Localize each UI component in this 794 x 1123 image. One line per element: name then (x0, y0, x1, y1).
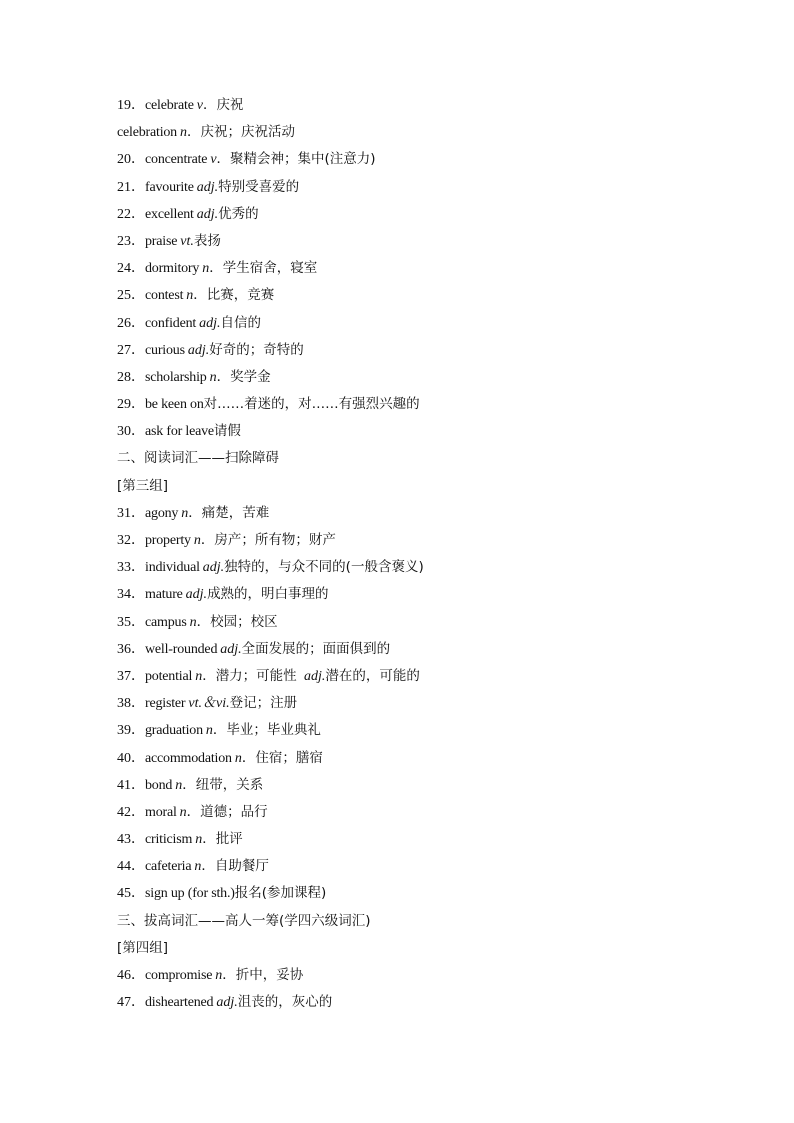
entry-definition: 聚精会神；集中(注意力) (230, 151, 376, 168)
entry-part-of-speech: n (195, 832, 203, 848)
entry-word: excellent (145, 206, 194, 222)
entry-definition: 成熟的，明白事理的 (207, 586, 329, 603)
entry-part-of-speech: n (175, 777, 183, 793)
entry-number: 36． (117, 641, 145, 657)
entry-number: 32． (117, 533, 145, 548)
entry-word: be keen on (145, 397, 204, 413)
entry-part-of-speech: adj. (216, 995, 238, 1011)
entry-word: campus (145, 614, 187, 630)
entry-definition: 住宿；膳宿 (255, 749, 323, 766)
entry-number: 40． (117, 750, 145, 766)
entry-definition: 自信的 (220, 314, 261, 331)
vocab-entry (117, 772, 757, 799)
entry-definition: 自助餐厅 (214, 858, 269, 875)
entry-number: 45． (117, 886, 145, 902)
entry-separator: ． (212, 722, 227, 739)
entry-definition: 痛楚，苦难 (201, 504, 270, 521)
entry-number: 23． (117, 233, 145, 249)
entry-number: 28． (117, 369, 145, 385)
section-heading (117, 473, 757, 500)
entry-separator: ． (196, 613, 211, 630)
entry-word: praise (145, 233, 178, 249)
entry-number: 42． (117, 804, 145, 820)
entry-word: curious (145, 342, 185, 358)
entry-part-of-speech: n (215, 968, 223, 983)
entry-part-of-speech-2: adj. (303, 668, 326, 684)
vocab-entry (117, 337, 757, 364)
entry-word: disheartened (145, 995, 214, 1011)
entry-word: graduation (145, 723, 203, 739)
entry-word: accommodation (145, 750, 232, 766)
vocab-entry (117, 146, 757, 173)
entry-part-of-speech: n (209, 369, 217, 385)
entry-number: 38． (117, 696, 145, 712)
entry-definition: 独特的，与众不同的(一般含褒义) (224, 559, 424, 576)
vocab-entry (117, 228, 757, 255)
vocab-entry (117, 255, 757, 282)
entry-part-of-speech: n (195, 668, 203, 684)
section-heading (117, 445, 757, 472)
entry-word: bond (145, 777, 173, 793)
entry-definition: 特别受喜爱的 (218, 178, 300, 195)
entry-word: celebration (117, 125, 177, 141)
vocab-entry (117, 527, 757, 554)
entry-part-of-speech: v (196, 98, 203, 113)
entry-part-of-speech: n (194, 859, 202, 875)
entry-definition: 批评 (215, 831, 243, 848)
entry-part-of-speech: adj. (199, 315, 221, 331)
entry-part-of-speech: vt. (180, 233, 194, 249)
entry-separator: ． (202, 831, 216, 848)
entry-definition: 房产；所有物；财产 (214, 532, 336, 548)
entry-number: 39． (117, 723, 145, 739)
entry-part-of-speech: n (181, 505, 189, 521)
entry-definition: 报名(参加课程) (234, 885, 327, 902)
entry-number: 41． (117, 777, 145, 793)
entry-definition: [第四组] (117, 939, 169, 956)
entry-word: ask for leave (145, 424, 214, 440)
entry-separator: ． (202, 97, 217, 113)
entry-part-of-speech: adj. (187, 342, 210, 358)
entry-word: agony (145, 505, 179, 521)
entry-part-of-speech: adj. (220, 641, 242, 657)
entry-part-of-speech: n (179, 804, 187, 820)
vocab-entry (117, 418, 757, 445)
entry-separator: ． (209, 260, 223, 277)
entry-part-of-speech: adj. (202, 560, 225, 576)
section-heading (117, 908, 757, 935)
entry-definition: 毕业；毕业典礼 (226, 722, 321, 739)
entry-separator: ． (193, 287, 207, 304)
vocab-entry (117, 636, 757, 663)
entry-word: concentrate (145, 152, 208, 168)
entry-separator: ． (222, 967, 236, 983)
entry-word: favourite (145, 179, 194, 195)
vocab-entry (117, 282, 757, 309)
entry-part-of-speech: adj. (196, 206, 219, 222)
entry-definition: 对……着迷的，对……有强烈兴趣的 (203, 396, 420, 413)
entry-word: potential (145, 668, 193, 684)
entry-part-of-speech: n (189, 614, 197, 630)
entry-definition: [第三组] (117, 477, 169, 494)
entry-separator: ． (241, 749, 256, 766)
entry-definition: 庆祝；庆祝活动 (200, 124, 295, 141)
entry-number: 24． (117, 261, 145, 277)
entry-definition: 沮丧的，灰心的 (237, 994, 333, 1011)
entry-number: 21． (117, 179, 145, 195)
entry-number: 30． (117, 424, 145, 440)
vocab-entry (117, 717, 757, 744)
entry-definition: 三、拔高词汇——高人一筹(学四六级词汇) (117, 912, 371, 929)
entry-part-of-speech: n (234, 750, 242, 766)
entry-word: well-rounded (145, 641, 218, 657)
entry-definition: 优秀的 (218, 205, 259, 222)
entry-definition: 全面发展的；面面俱到的 (241, 640, 391, 657)
vocab-entry (117, 581, 757, 608)
entry-definition: 折中，妥协 (235, 967, 304, 983)
entry-number: 29． (117, 397, 145, 413)
entry-separator: ． (202, 667, 216, 684)
entry-number: 43． (117, 832, 145, 848)
entry-number: 37． (117, 668, 145, 684)
entry-separator: ． (201, 858, 215, 875)
entry-word: compromise (145, 968, 213, 983)
entry-definition-2: 潜在的，可能的 (325, 667, 420, 684)
entry-definition: 好奇的；奇特的 (209, 341, 304, 358)
entry-definition: 校园；校区 (210, 613, 278, 630)
vocab-entry (117, 690, 757, 717)
vocabulary-list (117, 92, 757, 1016)
entry-part-of-speech: adj. (185, 587, 208, 603)
entry-separator: ． (188, 504, 202, 521)
entry-word: register (145, 696, 186, 712)
entry-number: 27． (117, 342, 145, 358)
entry-word: sign up (for sth.) (145, 886, 235, 902)
entry-separator: ． (216, 151, 231, 168)
entry-word: scholarship (145, 369, 207, 385)
entry-part-of-speech: n (186, 288, 194, 304)
entry-separator: ． (216, 368, 231, 385)
vocab-entry (117, 799, 757, 826)
entry-number: 47． (117, 995, 145, 1011)
entry-word: dormitory (145, 261, 200, 277)
entry-number: 35． (117, 614, 145, 630)
vocab-entry (117, 364, 757, 391)
vocab-entry (117, 663, 757, 690)
vocab-entry (117, 391, 757, 418)
entry-part-of-speech: n (180, 125, 187, 141)
entry-definition: 比赛，竞赛 (206, 287, 275, 304)
entry-word: individual (145, 560, 200, 576)
entry-part-of-speech: n (205, 723, 213, 739)
vocab-entry (117, 880, 757, 907)
entry-word: moral (145, 804, 177, 820)
vocab-entry (117, 92, 757, 119)
vocab-entry (117, 609, 757, 636)
vocab-entry (117, 310, 757, 337)
vocab-entry (117, 554, 757, 581)
entry-word: confident (145, 315, 197, 331)
entry-definition: 潜力；可能性 (215, 667, 301, 684)
entry-word: cafeteria (145, 859, 192, 875)
entry-part-of-speech: v (210, 152, 217, 168)
entry-number: 46． (117, 968, 145, 983)
vocab-entry (117, 174, 757, 201)
entry-definition: 二、阅读词汇——扫除障碍 (117, 450, 279, 467)
entry-separator: ． (186, 803, 201, 820)
entry-part-of-speech: adj. (196, 179, 219, 195)
vocab-entry (117, 989, 757, 1016)
entry-definition: 庆祝 (216, 97, 244, 113)
entry-number: 44． (117, 859, 145, 875)
entry-separator: ． (182, 776, 196, 793)
entry-definition: 学生宿舍，寝室 (222, 260, 318, 277)
section-heading (117, 935, 757, 962)
entry-definition: 请假 (213, 423, 241, 440)
entry-number: 19． (117, 98, 145, 113)
vocab-entry (117, 201, 757, 228)
vocab-entry (117, 500, 757, 527)
entry-definition: 道德；品行 (200, 803, 268, 820)
entry-word: criticism (145, 832, 193, 848)
entry-word: mature (145, 587, 183, 603)
entry-number: 25． (117, 288, 145, 304)
vocab-entry (117, 745, 757, 772)
entry-number: 20． (117, 152, 145, 168)
entry-separator: ． (187, 124, 201, 141)
entry-definition: 登记；注册 (229, 695, 298, 712)
entry-definition: 奖学金 (230, 368, 271, 385)
vocab-entry (117, 826, 757, 853)
entry-word: contest (145, 288, 184, 304)
entry-part-of-speech: vt.＆vi. (188, 696, 230, 712)
entry-part-of-speech: n (202, 261, 210, 277)
entry-number: 22． (117, 206, 145, 222)
entry-word: celebrate (145, 98, 194, 113)
entry-part-of-speech: n (193, 533, 201, 548)
entry-number: 34． (117, 587, 145, 603)
vocab-entry (117, 962, 757, 989)
entry-definition: 纽带，关系 (195, 776, 264, 793)
entry-separator: ． (200, 532, 215, 548)
entry-word: property (145, 533, 191, 548)
entry-number: 31． (117, 505, 145, 521)
vocab-entry (117, 853, 757, 880)
entry-number: 33． (117, 560, 145, 576)
entry-definition: 表扬 (193, 232, 221, 249)
vocab-entry (117, 119, 757, 146)
entry-number: 26． (117, 315, 145, 331)
